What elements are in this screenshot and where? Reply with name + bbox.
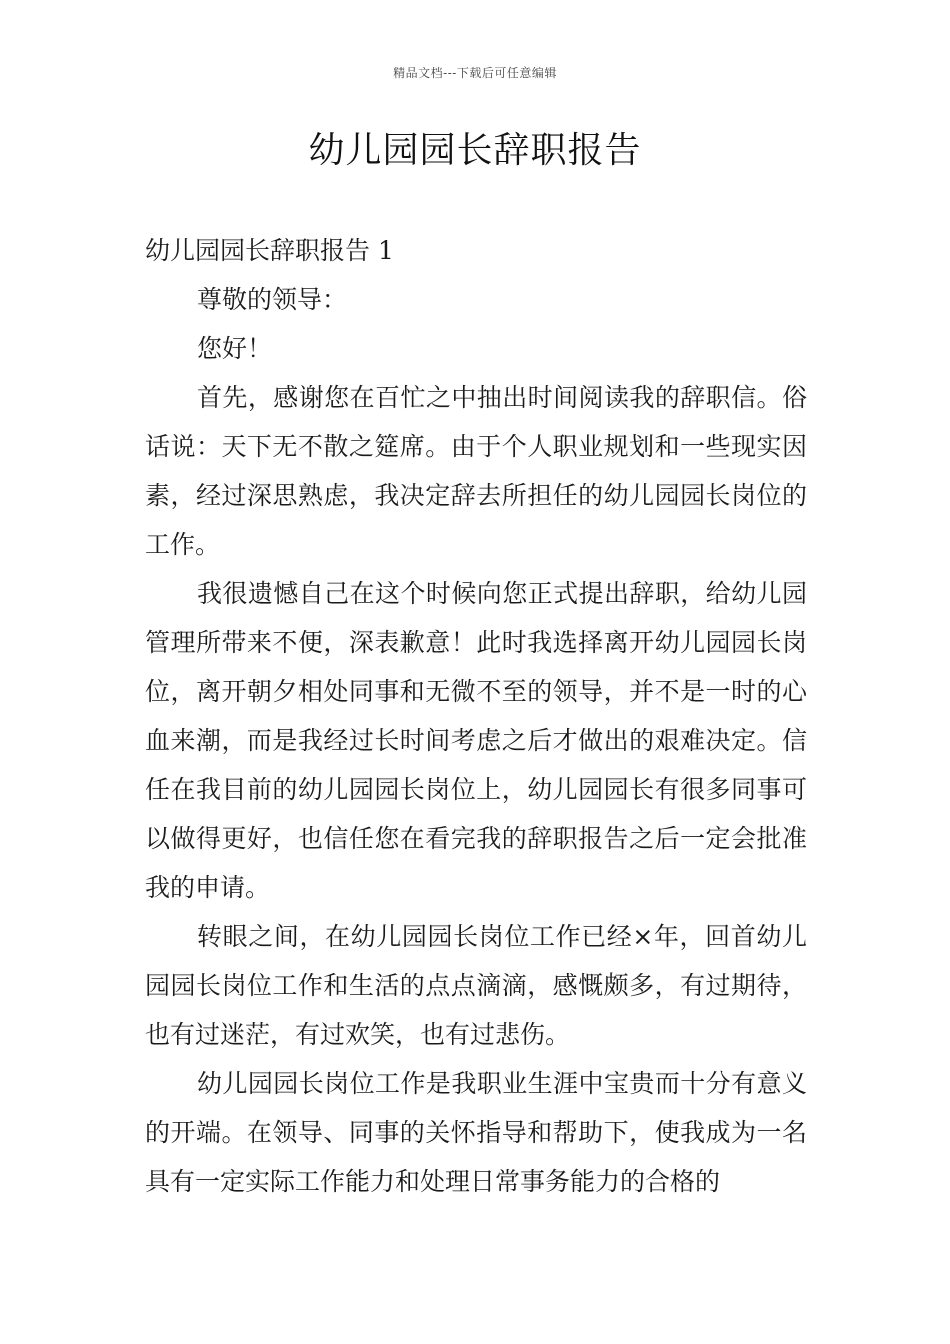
paragraph-4: 幼儿园园长岗位工作是我职业生涯中宝贵而十分有意义的开端。在领导、同事的关怀指导和帮助下，使我成为一名具有一定实际工作能力和处理日常事务能力的合格的 <box>145 1069 807 1196</box>
paragraph-2: 我很遗憾自己在这个时候向您正式提出辞职，给幼儿园管理所带来不便，深表歉意！此时我选择离开幼儿园园长岗位，离开朝夕相处同事和无微不至的领导，并不是一时的心血来潮，而是我经过长时间考虑之后才做出的艰难决定。信任在我目前的幼儿园园长岗位上，幼儿园园长有很多同事可以做得更好，也信任您在看完我的辞职报告之后一定会批准我的申请。 <box>145 579 807 902</box>
salutation: 尊敬的领导： <box>197 285 348 314</box>
greeting: 您好！ <box>197 334 273 363</box>
paragraph-3: 转眼之间，在幼儿园园长岗位工作已经×年，回首幼儿园园长岗位工作和生活的点点滴滴，感慨颇多，有过期待，也有过迷茫，有过欢笑，也有过悲伤。 <box>145 922 807 1049</box>
section-subtitle: 幼儿园园长辞职报告 1 <box>145 236 394 265</box>
header-note: 精品文档---下载后可任意编辑 <box>393 66 557 80</box>
paragraph-1: 首先，感谢您在百忙之中抽出时间阅读我的辞职信。俗话说：天下无不散之筵席。由于个人职业规划和一些现实因素，经过深思熟虑，我决定辞去所担任的幼儿园园长岗位的工作。 <box>145 383 807 559</box>
document-title: 幼儿园园长辞职报告 <box>308 130 642 171</box>
document-body <box>145 226 807 1206</box>
